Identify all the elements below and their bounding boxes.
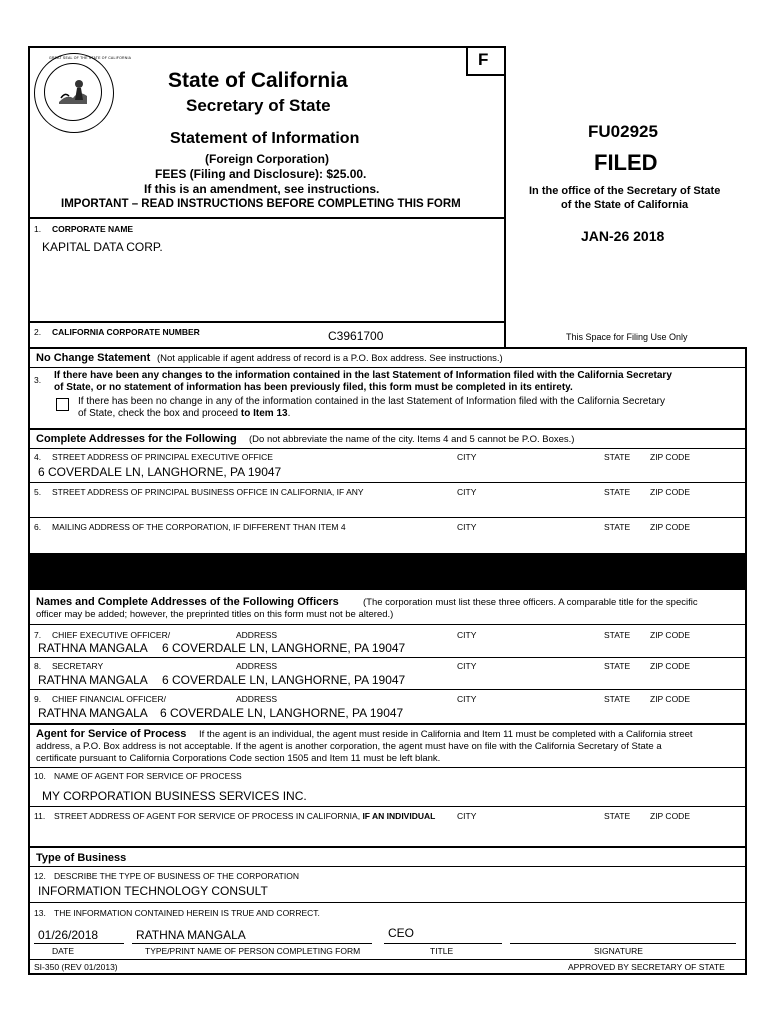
header-divider — [28, 217, 506, 219]
corporate-name-field[interactable]: KAPITAL DATA CORP. — [42, 240, 163, 254]
secretary-name-field[interactable]: RATHNA MANGALA — [38, 673, 148, 687]
item13-label: THE INFORMATION CONTAINED HEREIN IS TRUE AND CORRECT. — [54, 908, 320, 918]
ceo-address-field[interactable]: 6 COVERDALE LN, LANGHORNE, PA 19047 — [162, 641, 406, 655]
frame-top — [28, 46, 506, 48]
frame-left — [28, 46, 30, 348]
business-type-field[interactable]: INFORMATION TECHNOLOGY CONSULT — [38, 884, 268, 898]
filing-date: JAN-26 2018 — [581, 228, 665, 244]
item11-number: 11. — [34, 811, 46, 821]
item7-label: CHIEF EXECUTIVE OFFICER/ — [52, 630, 171, 640]
officers-note-2: officer may be added; however, the preprinted titles on this form must not be altered.) — [36, 609, 394, 620]
title-underline — [384, 943, 502, 944]
cfo-name-field[interactable]: RATHNA MANGALA — [38, 706, 148, 720]
ceo-name-field[interactable]: RATHNA MANGALA — [38, 641, 148, 655]
item6-zip-label: ZIP CODE — [650, 522, 690, 532]
item10-label: NAME OF AGENT FOR SERVICE OF PROCESS — [54, 771, 242, 781]
form-id: SI-350 (REV 01/2013) — [34, 962, 118, 972]
item4-number: 4. — [34, 452, 42, 462]
item13-number: 13. — [34, 908, 46, 918]
addresses-header-divider — [28, 448, 747, 449]
item2-label: CALIFORNIA CORPORATE NUMBER — [52, 327, 200, 337]
item4-zip-label: ZIP CODE — [650, 452, 690, 462]
item7-state-label: STATE — [604, 630, 631, 640]
item9-number: 9. — [34, 694, 42, 704]
no-change-divider — [28, 367, 747, 368]
item9-city-label: CITY — [457, 694, 477, 704]
item5-zip-label: ZIP CODE — [650, 487, 690, 497]
item8-address-label: ADDRESS — [236, 661, 278, 671]
agent-header-divider — [28, 767, 747, 768]
item5-number: 5. — [34, 487, 42, 497]
item1-number: 1. — [34, 224, 42, 234]
item5-city-label: CITY — [457, 487, 477, 497]
item4-city-label: CITY — [457, 452, 477, 462]
item8-city-label: CITY — [457, 661, 477, 671]
state-seal — [34, 53, 132, 133]
important-note: IMPORTANT – READ INSTRUCTIONS BEFORE COMPLETING THIS FORM — [61, 198, 461, 210]
agency-title: Secretary of State — [186, 96, 331, 115]
item5-divider — [28, 517, 747, 518]
footer-divider — [28, 959, 747, 960]
fees-line: FEES (Filing and Disclosure): $25.00. — [155, 167, 367, 181]
item3-number: 3. — [34, 375, 42, 385]
signature-underline[interactable] — [510, 943, 736, 944]
item4-state-label: STATE — [604, 452, 631, 462]
seal-text: GREAT SEAL OF THE STATE OF CALIFORNIA — [49, 56, 132, 60]
item12-label: DESCRIBE THE TYPE OF BUSINESS OF THE CORPORATION — [54, 871, 299, 881]
certification-name-field[interactable]: RATHNA MANGALA — [136, 928, 246, 942]
item11-label-text: STREET ADDRESS OF AGENT FOR SERVICE OF PROCESS IN CALIFORNIA, — [54, 811, 363, 821]
lower-frame-bottom — [28, 973, 747, 975]
state-title: State of California — [168, 69, 348, 92]
name-label: TYPE/PRINT NAME OF PERSON COMPLETING FORM — [145, 946, 361, 956]
item11-state-label: STATE — [604, 811, 631, 821]
approved-note: APPROVED BY SECRETARY OF STATE — [568, 962, 725, 972]
no-change-line-4 — [78, 408, 290, 419]
item6-city-label: CITY — [457, 522, 477, 532]
item7-zip-label: ZIP CODE — [650, 630, 690, 640]
item8-divider — [28, 689, 747, 690]
item6-state-label: STATE — [604, 522, 631, 532]
item8-label: SECRETARY — [52, 661, 104, 671]
agent-title: Agent for Service of Process — [36, 728, 187, 740]
item12-number: 12. — [34, 871, 46, 881]
lower-frame-right — [745, 347, 747, 975]
seal-figure-icon — [53, 72, 93, 112]
no-change-item13-link: to Item 13 — [240, 408, 288, 419]
corp-type: (Foreign Corporation) — [205, 152, 329, 166]
item9-label: CHIEF FINANCIAL OFFICER/ — [52, 694, 166, 704]
frame-right — [504, 46, 506, 348]
item7-number: 7. — [34, 630, 42, 640]
item7-address-label: ADDRESS — [236, 630, 278, 640]
date-label: DATE — [52, 946, 75, 956]
no-change-checkbox[interactable] — [56, 398, 69, 411]
no-change-note: (Not applicable if agent address of record is a P.O. Box address. See instructions.) — [157, 353, 503, 364]
item8-zip-label: ZIP CODE — [650, 661, 690, 671]
no-change-line-1: If there have been any changes to the information contained in the last Statement of Information filed with the California Secretary — [54, 370, 672, 381]
item5-state-label: STATE — [604, 487, 631, 497]
officers-note-1: (The corporation must list these three officers. A comparable title for the specific — [363, 597, 698, 608]
filed-status: FILED — [594, 150, 658, 175]
item2-number: 2. — [34, 327, 42, 337]
item11-zip-label: ZIP CODE — [650, 811, 690, 821]
item9-zip-label: ZIP CODE — [650, 694, 690, 704]
item7-city-label: CITY — [457, 630, 477, 640]
no-change-line-4c: . — [287, 408, 291, 419]
cfo-address-field[interactable]: 6 COVERDALE LN, LANGHORNE, PA 19047 — [160, 706, 404, 720]
agent-note-1: If the agent is an individual, the agent must reside in California and Item 11 must be completed with a California street — [199, 729, 693, 740]
item4-divider — [28, 482, 747, 483]
business-title: Type of Business — [36, 852, 127, 864]
signature-label: SIGNATURE — [594, 946, 643, 956]
agent-note-3: certificate pursuant to California Corporations Code section 1505 and Item 11 must be left blank. — [36, 753, 441, 764]
item9-state-label: STATE — [604, 694, 631, 704]
item11-label — [54, 811, 435, 821]
name-underline — [132, 943, 372, 944]
office-line-1: In the office of the Secretary of State — [529, 185, 721, 197]
no-change-line-4a: of State, check the box and proceed — [78, 408, 241, 419]
item7-divider — [28, 657, 747, 658]
office-line-2: of the State of California — [561, 199, 689, 211]
agent-note-2: address, a P.O. Box address is not acceptable. If the agent is another corporation, the agent must have on file with the California Secretary of State a — [36, 741, 662, 752]
amendment-note: If this is an amendment, see instructions. — [144, 182, 380, 196]
item12-divider — [28, 902, 747, 903]
black-band — [28, 553, 747, 590]
lower-frame-top — [28, 347, 747, 349]
no-change-line-2: of State, or no statement of information has been previously filed, this form must be completed in its entirety. — [54, 382, 573, 393]
lower-frame-left — [28, 347, 30, 975]
business-header-divider — [28, 866, 747, 867]
item5-label: STREET ADDRESS OF PRINCIPAL BUSINESS OFFICE IN CALIFORNIA, IF ANY — [52, 487, 364, 497]
officers-header-divider — [28, 624, 747, 625]
item11-city-label: CITY — [457, 811, 477, 821]
executive-office-address-field[interactable]: 6 COVERDALE LN, LANGHORNE, PA 19047 — [38, 465, 282, 479]
item1-label: CORPORATE NAME — [52, 224, 134, 234]
item6-number: 6. — [34, 522, 42, 532]
item8-state-label: STATE — [604, 661, 631, 671]
item9-address-label: ADDRESS — [236, 694, 278, 704]
agent-top-divider — [28, 723, 747, 725]
item11-label-bold: IF AN INDIVIDUAL — [362, 811, 436, 821]
date-underline — [34, 943, 124, 944]
item10-divider — [28, 806, 747, 807]
form-letter: F — [478, 50, 489, 69]
addresses-top-divider — [28, 428, 747, 430]
certification-date-field[interactable]: 01/26/2018 — [38, 928, 99, 942]
item8-number: 8. — [34, 661, 42, 671]
item1-divider — [28, 321, 506, 323]
no-change-title: No Change Statement — [36, 352, 151, 364]
statement-title: Statement of Information — [170, 130, 360, 147]
no-change-line-3: If there has been no change in any of the information contained in the last Statement of Information filed with the California Secretary — [78, 396, 666, 407]
corporate-number-field[interactable]: C3961700 — [328, 329, 384, 343]
addresses-title: Complete Addresses for the Following — [36, 433, 237, 445]
certification-title-field[interactable]: CEO — [388, 926, 415, 940]
item4-label: STREET ADDRESS OF PRINCIPAL EXECUTIVE OFFICE — [52, 452, 273, 462]
filing-space-note: This Space for Filing Use Only — [566, 332, 688, 342]
secretary-address-field[interactable]: 6 COVERDALE LN, LANGHORNE, PA 19047 — [162, 673, 406, 687]
addresses-note: (Do not abbreviate the name of the city. Items 4 and 5 cannot be P.O. Boxes.) — [249, 434, 575, 445]
business-top-divider — [28, 846, 747, 848]
item6-label: MAILING ADDRESS OF THE CORPORATION, IF DIFFERENT THAN ITEM 4 — [52, 522, 346, 532]
file-number: FU02925 — [588, 122, 658, 141]
title-label: TITLE — [430, 946, 454, 956]
item10-number: 10. — [34, 771, 46, 781]
officers-title: Names and Complete Addresses of the Following Officers — [36, 596, 339, 608]
agent-name-field[interactable]: MY CORPORATION BUSINESS SERVICES INC. — [42, 789, 307, 803]
